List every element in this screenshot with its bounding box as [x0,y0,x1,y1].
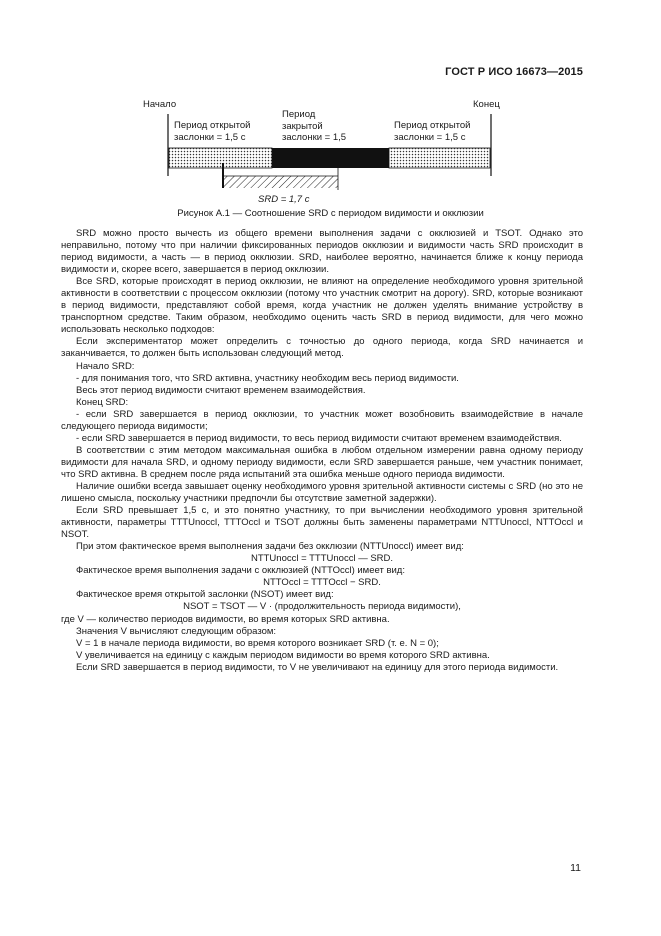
paragraph: При этом фактическое время выполнения задачи без окклюзии (NTTUnoccl) имеет вид: [76,541,464,553]
paragraph: Значения V вычисляют следующим образом: [76,625,277,637]
formula-nsot: NSOT = TSOT — V · (продолжительность периода видимости), [183,601,461,613]
closed-period-bar [272,148,389,168]
figure-a1 [0,0,661,230]
open-period-2-line2: заслонки = 1,5 с [394,131,466,143]
open-period-2-line1: Период открытой [394,120,471,131]
paragraph: Весь этот период видимости считают временем взаимодействия. [76,384,366,396]
body-text [61,228,583,674]
closed-period-label [282,109,346,144]
document-header: ГОСТ Р ИСО 16673—2015 [445,66,583,78]
paragraph: Фактическое время открытой заслонки (NSOT) имеет вид: [76,589,334,601]
paragraph: - если SRD завершается в период окклюзии, то участник может возобновить взаимодействие в начале следующего периода видимости; [61,408,583,432]
start-label: Начало [143,99,177,110]
end-label: Конец [473,99,500,110]
paragraph: SRD можно просто вычесть из общего времени выполнения задачи с окклюзией и TSOT. Однако это неправильно, потому что при наличии фиксированных периодов окклюзии и видимости часть SRD происходит в период видимости, а часть — в период окклюзии. SRD, наиболее вероятно, начинается ближе к концу периода видимости и, скорее всего, завершается в период окклюзии. [61,228,583,276]
paragraph: Если SRD превышает 1,5 с, и это понятно участнику, то при вычислении необходимого уровня зрительной активности, параметры TTTUnoccl, TTTOccl и TSOT должны быть заменены параметрами NTTUnoccl, NTTOccl и NSOT. [61,505,583,541]
paragraph: Все SRD, которые происходят в период окклюзии, не влияют на определение необходимого уровня зрительной активности в соответствии с процессом окклюзии (потому что участник смотрит на дорогу). SRD, которые возникают в период видимости, представляют собой время, когда участник не должен уделять внимание устройству в транспортном средстве. Таким образом, необходимо оценить часть SRD в период видимости, для чего можно использовать несколько подходов: [61,276,583,336]
open-period-2-bar [389,148,490,168]
paragraph: - если SRD завершается в период видимости, то весь период видимости считают временем взаимодействия. [76,432,562,444]
page-number: 11 [570,862,581,874]
srd-hatched-bar [224,176,338,188]
paragraph: Если экспериментатор может определить с точностью до одного периода, когда SRD начинается и заканчивается, то должен быть использован следующий метод. [61,336,583,360]
paragraph: Конец SRD: [76,396,129,408]
open-period-1-label [174,120,251,143]
closed-period-line1: Период [282,109,316,120]
closed-period-line3: заслонки = 1,5 [282,132,347,143]
open-period-1-line2: заслонки = 1,5 с [174,131,246,143]
closed-period-line2: закрытой [282,120,323,132]
open-period-1-bar [169,148,272,168]
srd-duration-label: SRD = 1,7 с [258,194,310,205]
open-period-2-label [394,120,471,143]
paragraph: Фактическое время выполнения задачи с окклюзией (NTTOccl) имеет вид: [76,565,405,577]
paragraph: где V — количество периодов видимости, во время которых SRD активна. [61,613,390,625]
paragraph: Если SRD завершается в период видимости, то V не увеличивают на единицу для этого периода видимости. [76,661,559,673]
figure-caption: Рисунок А.1 — Соотношение SRD с периодом видимости и окклюзии [177,208,484,219]
paragraph: В соответствии с этим методом максимальная ошибка в любом отдельном измерении равна одному периоду видимости для начала SRD, и одному периоду видимости, если SRD завершается раньше, чем участник понимает, что SRD активна. В среднем после ряда испытаний эта ошибка меньше одного периода видимости. [61,444,583,480]
paragraph: V = 1 в начале периода видимости, во время которого возникает SRD (т. е. N = 0); [76,637,439,649]
paragraph: - для понимания того, что SRD активна, участнику необходим весь период видимости. [76,372,459,384]
open-period-1-line1: Период открытой [174,120,251,131]
formula-ntt-occl: NTTOccl = TTTOccl − SRD. [263,577,381,589]
formula-ntt-unoccl: NTTUnoccl = TTTUnoccl — SRD. [250,553,394,565]
paragraph: Начало SRD: [76,360,135,372]
paragraph: V увеличивается на единицу с каждым периодом видимости во время которого SRD активна. [76,649,490,661]
paragraph: Наличие ошибки всегда завышает оценку необходимого уровня зрительной активности системы с SRD (но это не лишено смысла, поскольку участники предпочли бы отсутствие заметной задержки). [61,480,583,505]
